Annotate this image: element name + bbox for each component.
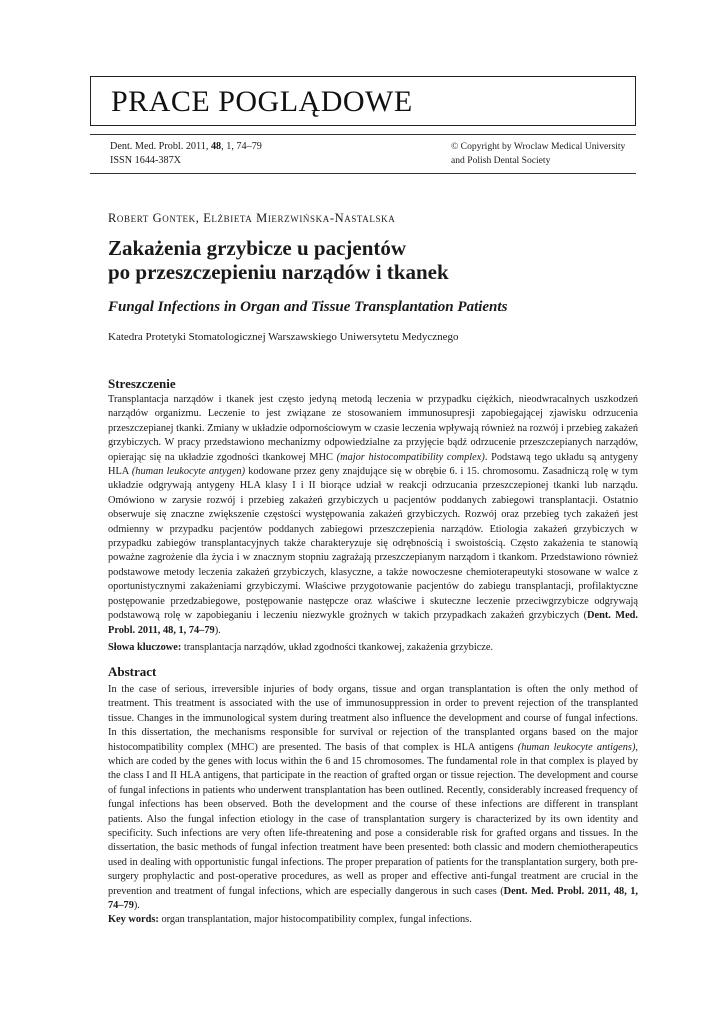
issn-line: ISSN 1644-387X — [110, 155, 182, 166]
streszczenie-end: ). — [214, 624, 221, 636]
streszczenie-part-2: . Podstawą tego układu są antygeny HLA — [108, 451, 639, 478]
citation-suffix: , 1, 74–79 — [221, 141, 262, 152]
title-english: Fungal Infections in Organ and Tissue Transplantation Patients — [108, 299, 508, 315]
keywords-english-label: Key words: — [108, 914, 159, 925]
keywords-polish — [108, 641, 638, 655]
abstract-italic-1: (human leukocyte antigens) — [517, 741, 636, 753]
keywords-polish-label: Słowa kluczowe: — [108, 642, 182, 653]
title-polish-line-1: Zakażenia grzybicze u pacjentów — [108, 236, 407, 260]
citation-volume: 48 — [210, 141, 222, 152]
citation-prefix: Dent. Med. Probl. 2011, — [110, 141, 211, 152]
streszczenie-heading: Streszczenie — [108, 376, 176, 391]
title-polish — [108, 236, 449, 284]
citation-line — [110, 140, 262, 154]
copyright-block — [451, 140, 625, 168]
citation-block — [110, 140, 262, 168]
section-banner — [90, 76, 636, 126]
abstract-part-1: In the case of serious, irreversible injuries of body organs, tissue and organ transplantation is often the only method of treatment. This treatment is associated with the use of immunosuppression in order to prevent rejection of the transplanted tissue. Changes in the immunological system during treatment also influence the development and course of fungal infections. In this dissertation, the mechanisms responsible for survival or rejection of the transplanted organs based on the major histocompatibility complex (MHC) are presented. The basis of that complex is HLA antigens — [108, 684, 638, 753]
abstract-part-2: , which are coded by the genes with locus within the 6 and 15 chromosomes. The fundamental role in that complex is played by the class I and II HLA antigens, that participate in the reaction of grafted organ or tissue rejection. The development and course of fungal infections in patients who underwent transplantation has been outlined. Recently, considerably increased frequency of fungal infections has been observed. Both the development and the course of these infections are different in transplant patients. Also the fungal infection etiology in the case of transplantation surgery is characterized by its own identity and specificity. Such infections are very often life-threatening and pose a considerable risk for grafted organs and tissues. In the dissertation, the basic methods of fungal infection treatment have been presented: both classic and modern chemiotherapeutics used in dealing with opportunistic fungal infections. The proper preparation of patients for the transplantation surgery, both pre-surgery prophylactic and post-operative procedures, as well as proper and effective anti-fungal treatment are crucial in the prevention and treatment of fungal infections, which are especially dangerous in such cases ( — [108, 741, 638, 897]
streszczenie-italic-1: (major histocompatibility complex) — [336, 451, 485, 463]
copyright-line-2: and Polish Dental Society — [451, 155, 551, 166]
title-polish-line-2: po przeszczepieniu narządów i tkanek — [108, 260, 449, 284]
streszczenie-text — [108, 393, 638, 638]
keywords-english — [108, 913, 638, 927]
streszczenie-italic-2: (human leukocyte antygen) — [131, 466, 246, 478]
abstract-citation: Dent. Med. Probl. 2011, 48, 1, 74–79 — [108, 885, 639, 912]
abstract-end: ). — [133, 900, 140, 912]
journal-meta-bar — [90, 134, 636, 174]
abstract-heading: Abstract — [108, 664, 157, 679]
keywords-english-text: organ transplantation, major histocompatibility complex, fungal infections. — [158, 914, 472, 925]
affiliation: Katedra Protetyki Stomatologicznej Warszawskiego Uniwersytetu Medycznego — [108, 331, 459, 343]
streszczenie-part-3: kodowane przez geny znajdujące się w obrębie 6. i 15. chromosomu. Zasadniczą rolę w tym układzie odgrywają antygeny HLA klasy I i II biorące udział w reakcji odrzucania przeszczepionej tkanki lub narządu. Omówiono w zarysie rozwój i przebieg zakażeń grzybiczych u pacjentów poddanych zabiegowi transplantacji. Ostatnio obserwuje się znaczne zwiększenie częstości występowania zakażeń grzybiczych. Rozwój oraz przebieg tych zakażeń jest odmienny w przypadku pacjentów poddanych zabiegowi przeszczepienia narządów. Etiologia zakażeń grzybiczych w przypadku zabiegów transplantacyjnych także charakteryzuje się odrębnością i swoistością. Często zakażenia te stanowią poważne zagrożenie dla życia i w znacznym stopniu zagrażają przeszczepianym narządom i tkankom. Przedstawiono również podstawowe metody leczenia zakażeń grzybiczych, klasyczne, a także nowoczesne chemioterapeutyki stosowane w walce z oportunistycznymi zakażeniami grzybiczymi. Właściwe przygotowanie pacjentów do zabiegu transplantacji, profilaktyczne postępowanie przedzabiegowe, postępowanie następcze oraz właściwe i skuteczne leczenie przeciwgrzybicze odgrywają podstawową rolę w zapobieganiu i leczeniu niezwykle groźnych w takich przypadkach zakażeń grzybiczych ( — [108, 466, 638, 622]
streszczenie-part-1: Transplantacja narządów i tkanek jest często jedyną metodą leczenia w przypadku ciężkich, nieodwracalnych uszkodzeń narządów organizmu. Leczenie to jest związane ze stosowaniem immunosupresji zapobiegającej zjawisku odrzucenia przeszczepianej tkanki. Zmiany w układzie odpornościowym w czasie leczenia wpływają również na rozwój i przebieg zakażeń grzybiczych. W pracy przedstawiono mechanizmy odpowiedzialne za przyjęcie bądź odrzucenie przeszczepianych narządów, opierając się na układzie zgodności tkankowej MHC — [108, 394, 638, 463]
abstract-text — [108, 683, 638, 914]
copyright-line-1: © Copyright by Wroclaw Medical University — [451, 141, 626, 152]
keywords-polish-text: transplantacja narządów, układ zgodności tkankowej, zakażenia grzybicze. — [181, 642, 494, 653]
streszczenie-citation: Dent. Med. Probl. 2011, 48, 1, 74–79 — [108, 610, 639, 636]
authors: Robert Gontek, Elżbieta Mierzwińska-Nastalska — [108, 211, 396, 225]
section-title: PRACE POGLĄDOWE — [111, 85, 413, 118]
